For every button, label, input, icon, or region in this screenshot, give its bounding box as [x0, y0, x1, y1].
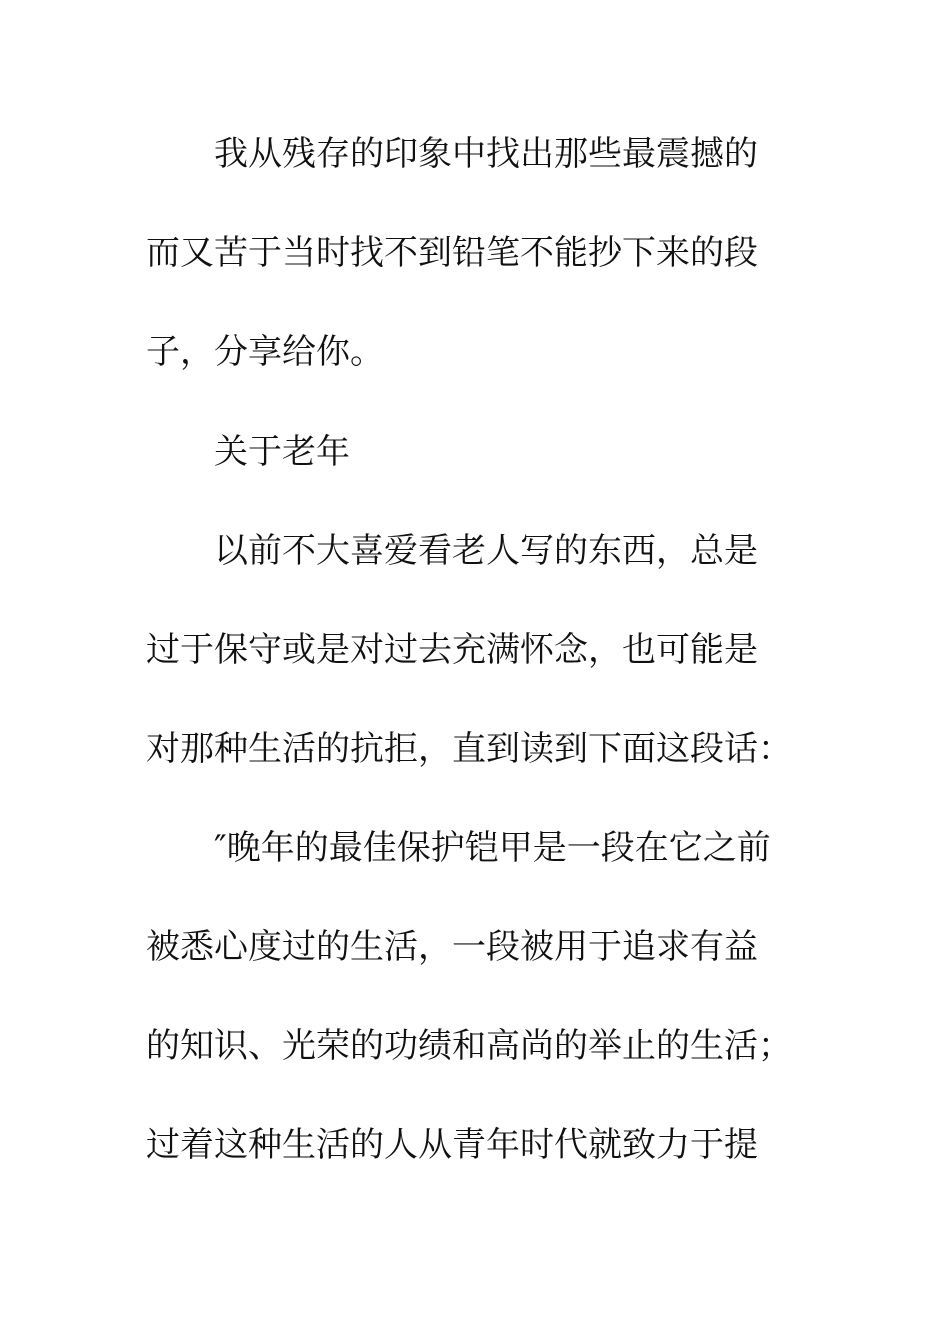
paragraph-line: ″晚年的最佳保护铠甲是一段在它之前: [214, 828, 771, 868]
paragraph-line: 的知识、光荣的功绩和高尚的举止的生活；: [146, 1026, 792, 1066]
paragraph-line: 子，分享给你。: [146, 332, 384, 372]
paragraph-line: 我从残存的印象中找出那些最震撼的: [214, 134, 758, 174]
section-heading: 关于老年: [214, 432, 350, 472]
paragraph-line: 而又苦于当时找不到铅笔不能抄下来的段: [146, 233, 758, 273]
paragraph-line: 过着这种生活的人从青年时代就致力于提: [146, 1125, 758, 1165]
paragraph-line: 被悉心度过的生活，一段被用于追求有益: [146, 927, 758, 967]
paragraph-line: 以前不大喜爱看老人写的东西，总是: [214, 531, 758, 571]
paragraph-line: 对那种生活的抗拒，直到读到下面这段话：: [146, 729, 792, 769]
paragraph-line: 过于保守或是对过去充满怀念，也可能是: [146, 630, 758, 670]
